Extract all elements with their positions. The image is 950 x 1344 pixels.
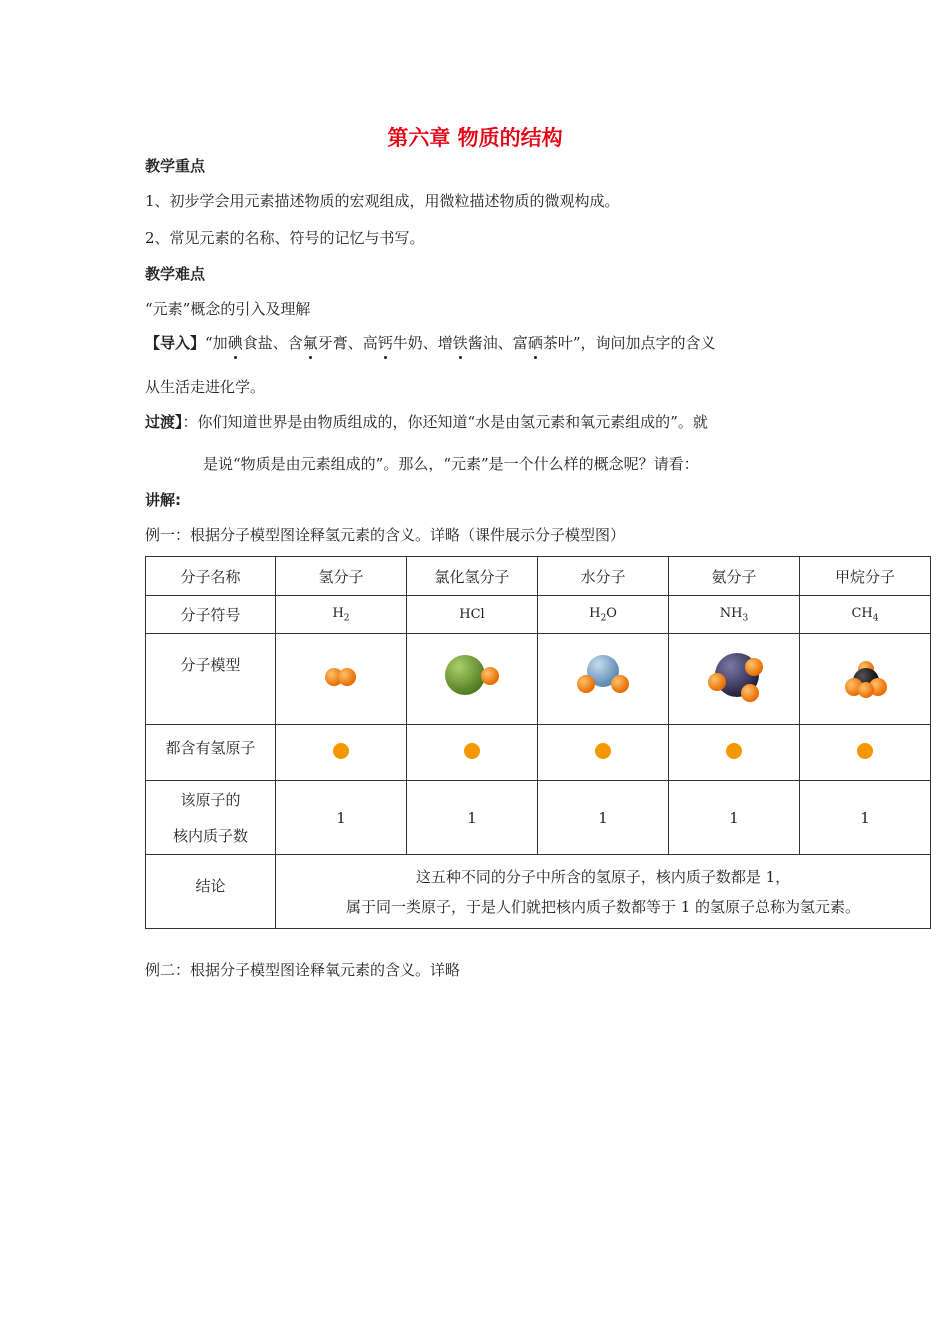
transition-text: ：你们知道世界是由物质组成的，你还知道“水是由氢元素和氧元素组成的”。就 [182, 413, 708, 431]
molecule-name: 氨分子 [669, 557, 800, 596]
row-label-conclusion: 结论 [146, 855, 276, 929]
model-h2o-image [538, 634, 669, 725]
explain-heading: 讲解: [145, 491, 181, 509]
emphasis-iodine: 碘 [227, 334, 243, 352]
example-1: 例一：根据分子模型图诠释氢元素的含义。详略（课件展示分子模型图） [145, 526, 626, 544]
transition-paragraph [145, 411, 708, 432]
emphasis-fluorine: 氟 [302, 334, 318, 352]
model-nh3-image [669, 634, 800, 725]
emphasis-calcium: 钙 [377, 334, 393, 352]
table-row-conclusion [146, 855, 931, 929]
intro-text: 牙膏、高 [317, 334, 378, 352]
intro-label: 【导入】 [145, 334, 206, 352]
model-hcl-image [407, 634, 538, 725]
proton-count: 1 [407, 781, 538, 855]
formula-h2: $H_2$ [276, 596, 407, 634]
conclusion-line-1: 这五种不同的分子中所含的氢原子，核内质子数都是 1， [415, 867, 791, 886]
row-label-hydrogen: 都含有氢原子 [146, 725, 276, 781]
intro-text: 酱油、富 [467, 334, 528, 352]
row-label-name: 分子名称 [146, 557, 276, 596]
conclusion-line-2: 属于同一类原子，于是人们就把核内质子数都等于 1 的氢原子总称为氢元素。 [345, 897, 861, 916]
table-row-names [146, 557, 931, 596]
conclusion-text [276, 855, 931, 929]
formula-hcl: HCl [407, 596, 538, 634]
table-row-models [146, 634, 931, 725]
molecule-name: 氯化氢分子 [407, 557, 538, 596]
model-h2-image [276, 634, 407, 725]
emphasis-selenium: 硒 [527, 334, 543, 352]
intro-text: 牛奶、增 [392, 334, 453, 352]
transition-line-2: 是说“物质是由元素组成的”。那么，“元素”是一个什么样的概念呢？请看： [203, 455, 699, 473]
proton-count: 1 [276, 781, 407, 855]
table-row-hydrogen [146, 725, 931, 781]
teaching-focus-heading: 教学重点 [145, 157, 206, 175]
intro-line-2: 从生活走进化学。 [145, 378, 266, 396]
intro-text: “加 [205, 334, 228, 352]
molecule-name: 甲烷分子 [800, 557, 931, 596]
table-row-protons [146, 781, 931, 855]
hydrogen-atom-icon [538, 725, 669, 781]
row-label-protons-line1: 该原子的 [180, 790, 241, 809]
intro-paragraph [145, 332, 716, 353]
row-label-protons-line2: 核内质子数 [172, 826, 248, 845]
focus-item-1: 1、初步学会用元素描述物质的宏观组成，用微粒描述物质的微观构成。 [145, 192, 620, 210]
formula-h2o: $H_2O$ [538, 596, 669, 634]
teaching-difficulty-heading: 教学难点 [145, 265, 206, 283]
proton-count: 1 [800, 781, 931, 855]
hydrogen-atom-icon [800, 725, 931, 781]
molecule-table [145, 556, 931, 929]
hydrogen-atom-icon [669, 725, 800, 781]
intro-text: 食盐、含 [242, 334, 303, 352]
hydrogen-atom-icon [407, 725, 538, 781]
teaching-difficulty-text: “元素”概念的引入及理解 [145, 300, 311, 318]
transition-label: 过渡】 [145, 413, 183, 431]
molecule-name: 水分子 [538, 557, 669, 596]
page-title: 第六章 物质的结构 [387, 126, 563, 150]
row-label-symbol: 分子符号 [146, 596, 276, 634]
model-ch4-image [800, 634, 931, 725]
formula-nh3: $NH_3$ [669, 596, 800, 634]
molecule-name: 氢分子 [276, 557, 407, 596]
row-label-model: 分子模型 [146, 634, 276, 725]
example-2: 例二：根据分子模型图诠释氧元素的含义。详略 [145, 961, 461, 979]
formula-ch4: $CH_4$ [800, 596, 931, 634]
proton-count: 1 [669, 781, 800, 855]
emphasis-iron: 铁 [452, 334, 468, 352]
intro-text: 茶叶”，询问加点字的含义 [542, 334, 716, 352]
hydrogen-atom-icon [276, 725, 407, 781]
focus-item-2: 2、常见元素的名称、符号的记忆与书写。 [145, 229, 425, 247]
row-label-protons [146, 781, 276, 855]
proton-count: 1 [538, 781, 669, 855]
table-row-symbols [146, 596, 931, 634]
